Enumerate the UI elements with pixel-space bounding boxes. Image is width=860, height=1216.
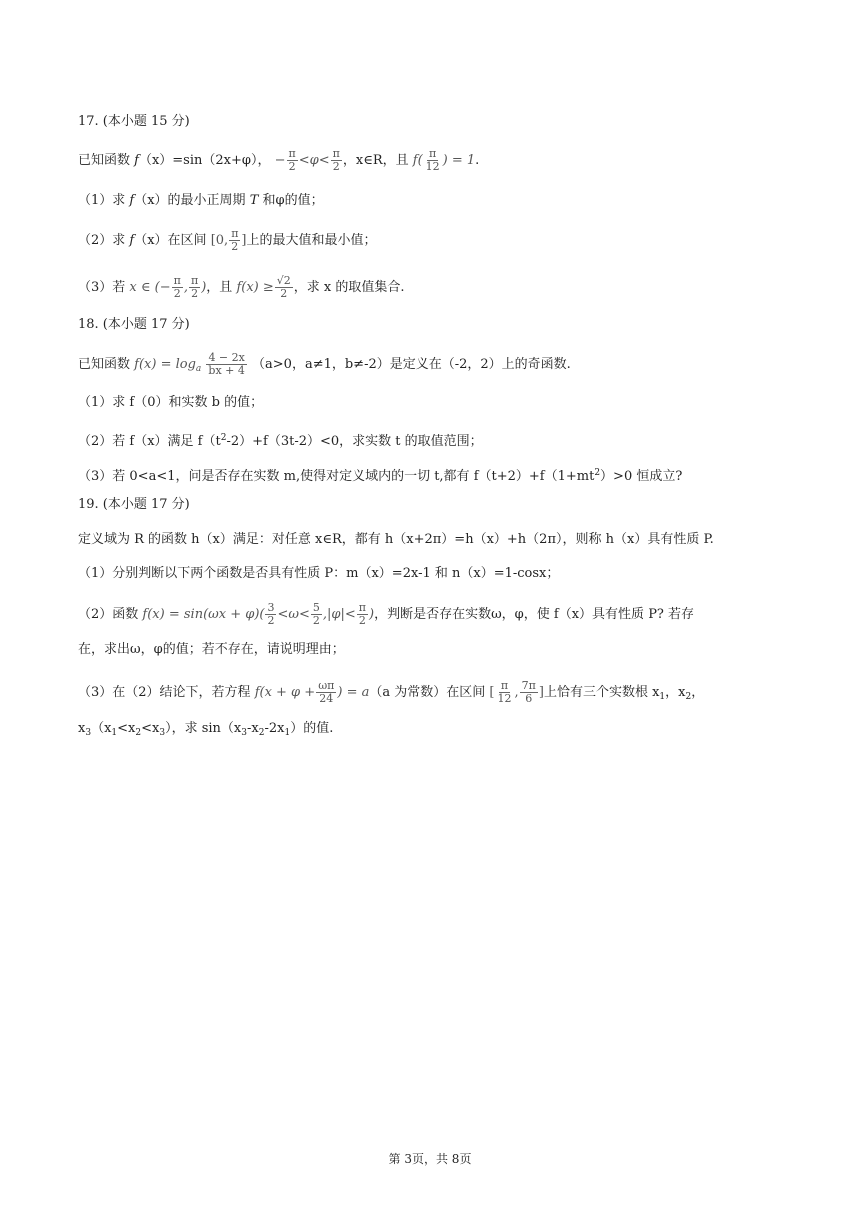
q18-stem: 已知函数 $f(x) = \log_a$ $\frac{4 - 2x}{bx + 4}$ （a>0，a≠1，b≠-2）是定义在（-2，2）上的奇函数.	[78, 351, 571, 377]
q19-stem: 定义域为 R 的函数 h（x）满足：对任意 x∈R，都有 h（x+2π）=h（x）+h（2π），则称 h（x）具有性质 P.	[78, 532, 714, 547]
fx-ge-sqrt2-formula: f(x) ≥ $\frac{√2}{2}$	[236, 274, 291, 300]
sin-function-formula: f(x) = sin(ωx + φ)( $\frac{3}{2}$ <ω< $\frac{5}{2}$ ,|φ|< $\frac{\pi}{2}$ )	[142, 601, 375, 627]
q18-part1: （1）求 f（0）和实数 b 的值；	[78, 395, 264, 410]
page-footer: 第 3页，共 8页	[388, 1152, 472, 1166]
log-function-formula: $f(x) = \log_a$ $\frac{4 - 2x}{bx + 4}$	[134, 351, 245, 377]
shifted-function-formula: f(x + φ + $\frac{\omega\pi}{24}$ ) = a	[254, 679, 370, 705]
q19-part3-line1: （3）在（2）结论下，若方程 f(x + φ + $\frac{\omega\pi}{24}$ ) = a（a 为常数）在区间 [ $\frac{\pi}{12}$ , $\frac{7\pi}{6}$ ]上恰有三个实数根 $x_1$，$x_2$，	[78, 679, 705, 705]
q17-part3: （3）若 x ∈ (− $\frac{\pi}{2}$ , $\frac{\pi}{2}$ )，且 f(x) ≥ $\frac{√2}{2}$ ，求 x 的取值集合.	[78, 274, 405, 300]
phi-range-formula: − $\frac{\pi}{2}$ <φ< $\frac{\pi}{2}$	[274, 147, 340, 173]
q18-part2: （2）若 f（x）满足 $f(t^2-2)+f(3t-2)<0$，求实数 t 的取值范围；	[78, 433, 483, 449]
q19-part3-line2: $x_3(x_1<x_2<x_3)$，求 $\sin(x_3-x_2-2x_1)$的值.	[78, 721, 334, 738]
q19-part2-line2: 在，求出ω，φ的值；若不存在，请说明理由；	[78, 642, 345, 657]
q18-part3: （3）若 0<a<1，问是否存在实数 m,使得对定义域内的一切 t,都有 $f(t+2)+f(1+mt^2)>0$ 恒成立?	[78, 468, 683, 484]
q19-part2-line1: （2）函数 f(x) = sin(ωx + φ)( $\frac{3}{2}$ <ω< $\frac{5}{2}$ ,|φ|< $\frac{\pi}{2}$ )，判断是否存在实数ω，φ，使 f（x）具有性质 P? 若存	[78, 601, 695, 627]
interval-pi12-7pi6-formula: [ $\frac{\pi}{12}$ , $\frac{7\pi}{6}$ ]	[489, 679, 544, 705]
q17-part2: （2）求 f（x）在区间 [0, $\frac{\pi}{2}$ ]上的最大值和最小值；	[78, 227, 377, 253]
x-interval-formula: x ∈ (− $\frac{\pi}{2}$ , $\frac{\pi}{2}$ )	[129, 274, 207, 300]
q19-header: 19. (本小题 17 分)	[78, 497, 190, 512]
q19-part1: （1）分别判断以下两个函数是否具有性质 P：m（x）=2x-1 和 n（x）=1-cosx；	[78, 566, 560, 581]
f-pi-over-12-formula: f( $\frac{\pi}{12}$ ) = 1	[412, 147, 476, 173]
interval-0-pi-2-formula: [0, $\frac{\pi}{2}$ ]	[210, 227, 247, 253]
q18-header: 18. (本小题 17 分)	[78, 317, 190, 332]
q17-stem: 已知函数 f（x）=sin（2x+φ）， − $\frac{\pi}{2}$ <φ< $\frac{\pi}{2}$ ，x∈R，且 f( $\frac{\pi}{12}$ ) = 1.	[78, 147, 480, 173]
q17-part1: （1）求 f（x）的最小正周期 T 和φ的值；	[78, 193, 324, 208]
q17-header: 17. (本小题 15 分)	[78, 114, 190, 129]
